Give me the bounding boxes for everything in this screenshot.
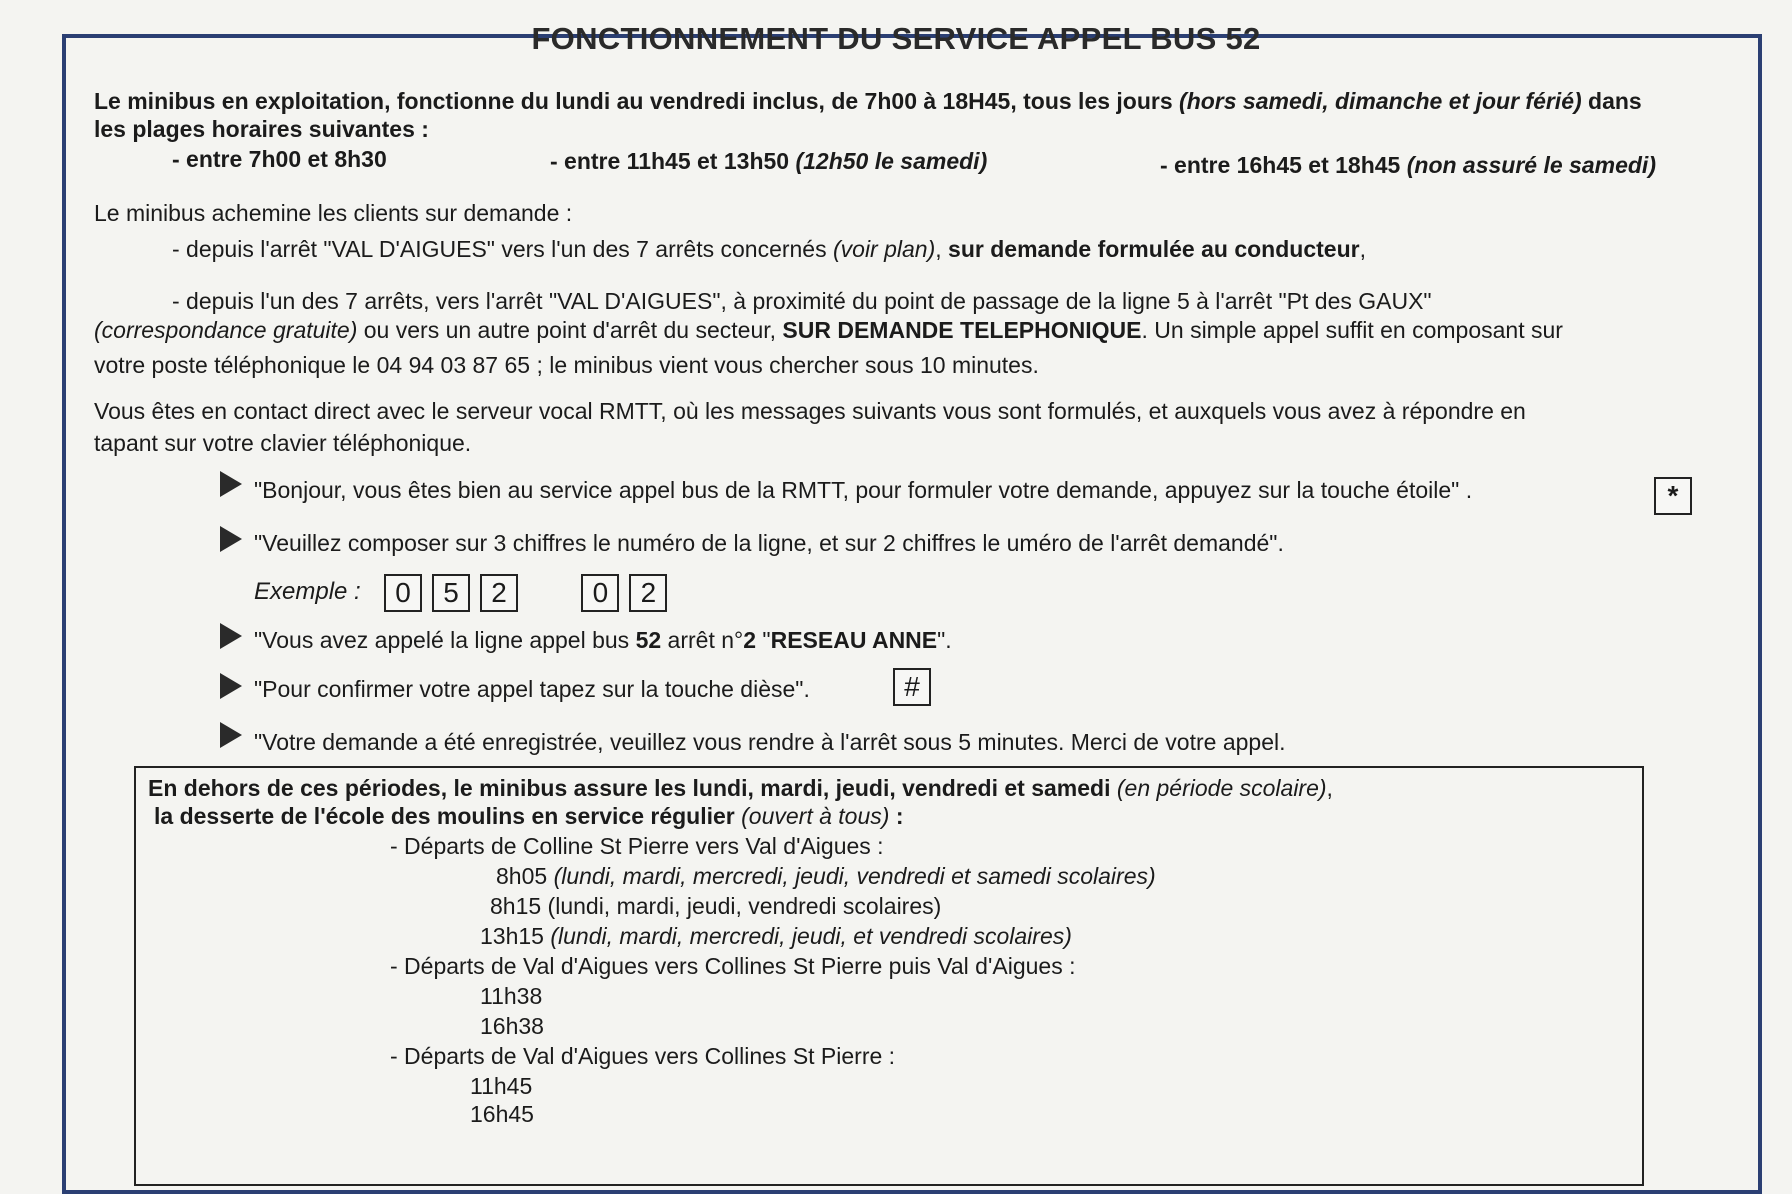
departure-time-6: 11h45 [470, 1073, 533, 1099]
message-3-stop-number: 2 [743, 627, 757, 653]
hash-key-icon: # [893, 668, 931, 706]
school-line-1 [148, 773, 1333, 803]
message-3 [254, 625, 952, 655]
message-3-text: "Vous avez appelé la ligne appel bus [254, 627, 636, 653]
school-line-2-note: (ouvert à tous) [741, 803, 890, 829]
intro-line-2: les plages horaires suivantes : [94, 116, 429, 142]
slot-midday [550, 146, 987, 176]
message-3-text-2: arrêt n° [661, 627, 744, 653]
departures-heading-3: - Départs de Val d'Aigues vers Collines St Pierre : [390, 1043, 896, 1069]
demand-item-2-line-3: votre poste téléphonique le 04 94 03 87 65 ; le minibus vient vous chercher sous 10 minutes. [94, 352, 1039, 378]
slot-evening-note: (non assuré le samedi) [1406, 152, 1656, 178]
departure-time-3-days: (lundi, mardi, mercredi, jeudi, et vendredi scolaires) [550, 923, 1072, 949]
bullet-triangle-icon [220, 471, 242, 497]
demand-item-1-end: , [1359, 236, 1366, 262]
school-line-2 [154, 801, 904, 831]
demand-item-1-sep: , [935, 236, 949, 262]
example-digit: 0 [581, 574, 619, 612]
page-title: FONCTIONNEMENT DU SERVICE APPEL BUS 52 [531, 21, 1261, 56]
star-key-icon: * [1654, 477, 1692, 515]
departures-heading-1: - Départs de Colline St Pierre vers Val d'Aigues : [390, 833, 884, 859]
bullet-triangle-icon [220, 673, 242, 699]
departure-time-3 [480, 921, 1072, 951]
departure-time-2: 8h15 (lundi, mardi, jeudi, vendredi scolaires) [490, 893, 942, 919]
demand-item-1 [172, 234, 1366, 264]
slot-midday-text: - entre 11h45 et 13h50 [550, 148, 796, 174]
departure-time-5: 16h38 [480, 1013, 544, 1039]
slot-evening [1160, 150, 1656, 180]
message-5: "Votre demande a été enregistrée, veuillez vous rendre à l'arrêt sous 5 minutes. Merci de votre appel. [254, 729, 1286, 755]
contact-line-2: tapant sur votre clavier téléphonique. [94, 430, 472, 456]
bullet-triangle-icon [220, 722, 242, 748]
school-line-2-text: la desserte de l'école des moulins en service régulier [154, 803, 742, 829]
contact-line-1: Vous êtes en contact direct avec le serveur vocal RMTT, où les messages suivants vous sont formulés, et auxquels vous avez à répondre en [94, 398, 1526, 424]
departures-heading-2: - Départs de Val d'Aigues vers Collines St Pierre puis Val d'Aigues : [390, 953, 1076, 979]
message-1 [254, 475, 1472, 505]
example-digit: 0 [384, 574, 422, 612]
demand-item-2-line-2 [94, 315, 1563, 345]
departure-time-3-value: 13h15 [480, 923, 551, 949]
departure-time-1-days: (lundi, mardi, mercredi, jeudi, vendredi et samedi scolaires) [553, 863, 1156, 889]
departure-time-1-value: 8h05 [496, 863, 554, 889]
demand-item-2-emphasis: SUR DEMANDE TELEPHONIQUE [782, 317, 1142, 343]
bullet-triangle-icon [220, 623, 242, 649]
school-line-2-end: : [889, 803, 904, 829]
bullet-triangle-icon [220, 526, 242, 552]
demand-item-2-note: (correspondance gratuite) [94, 317, 358, 343]
demand-item-2-line-1: - depuis l'un des 7 arrêts, vers l'arrêt "VAL D'AIGUES", à proximité du point de passage de la ligne 5 à l'arrêt "Pt des GAUX" [172, 288, 1432, 314]
slot-midday-note: (12h50 le samedi) [795, 148, 988, 174]
demand-item-2-text: ou vers un autre point d'arrêt du secteur, [357, 317, 783, 343]
example-digit: 2 [629, 574, 667, 612]
message-2: "Veuillez composer sur 3 chiffres le numéro de la ligne, et sur 2 chiffres le uméro de l'arrêt demandé". [254, 530, 1284, 556]
message-3-line-number: 52 [635, 627, 662, 653]
demand-lead: Le minibus achemine les clients sur demande : [94, 200, 573, 226]
message-3-stop-name: RESEAU ANNE [770, 627, 938, 653]
message-3-end: ". [937, 627, 952, 653]
departure-time-4: 11h38 [480, 983, 543, 1009]
school-line-1-end: , [1326, 775, 1333, 801]
message-3-quote: " [756, 627, 771, 653]
intro-exception: (hors samedi, dimanche et jour férié) [1179, 88, 1582, 114]
slot-morning: - entre 7h00 et 8h30 [172, 146, 387, 172]
intro-text-end: dans [1581, 88, 1642, 114]
message-1-text: "Bonjour, vous êtes bien au service appel bus de la RMTT, pour formuler votre demande, appuyez sur la touche étoile" . [254, 477, 1473, 503]
school-line-1-text: En dehors de ces périodes, le minibus assure les lundi, mardi, jeudi, vendredi et samedi [148, 775, 1117, 801]
example-label: Exemple : [254, 578, 361, 605]
demand-item-1-text: - depuis l'arrêt "VAL D'AIGUES" vers l'un des 7 arrêts concernés [172, 236, 833, 262]
example-digit: 5 [432, 574, 470, 612]
demand-item-1-emphasis: sur demande formulée au conducteur [948, 236, 1360, 262]
message-4: "Pour confirmer votre appel tapez sur la touche dièse". [254, 676, 810, 702]
intro-text: Le minibus en exploitation, fonctionne du lundi au vendredi inclus, de 7h00 à 18H45, tous les jours [94, 88, 1180, 114]
departure-time-1 [496, 861, 1156, 891]
demand-item-1-note: (voir plan) [833, 236, 936, 262]
intro-line-1 [94, 86, 1642, 116]
demand-item-2-end: . Un simple appel suffit en composant sur [1141, 317, 1563, 343]
example-digit: 2 [480, 574, 518, 612]
example-row [254, 572, 677, 612]
departure-time-7: 16h45 [470, 1101, 534, 1127]
school-line-1-note: (en période scolaire) [1116, 775, 1327, 801]
slot-evening-text: - entre 16h45 et 18h45 [1160, 152, 1407, 178]
